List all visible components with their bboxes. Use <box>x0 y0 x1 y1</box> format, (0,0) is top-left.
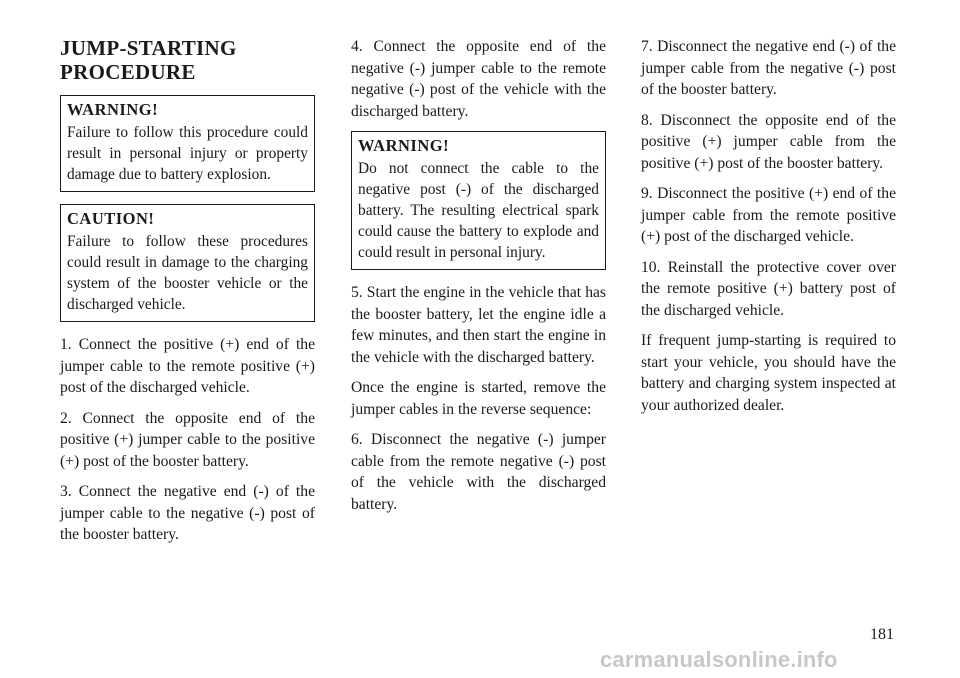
warning-title: WARNING! <box>67 100 159 119</box>
heading-line-1: JUMP-STARTING <box>60 36 237 60</box>
step-2: 2. Connect the opposite end of the positive (+) jumper cable to the positive (+) post of the booster battery. <box>60 409 315 470</box>
step-4: 4. Connect the opposite end of the negative (-) jumper cable to the remote negative (-) post of the vehicle with the discharged battery. <box>351 38 606 120</box>
column-right <box>641 36 896 425</box>
page-number: 181 <box>870 626 894 643</box>
step-10: 10. Reinstall the protective cover over the remote positive (+) battery post of the discharged vehicle. <box>641 258 896 319</box>
warning-box-spark <box>351 131 606 270</box>
step-8: 8. Disconnect the opposite end of the positive (+) jumper cable from the positive (+) post of the booster battery. <box>641 111 896 172</box>
column-left <box>60 36 315 555</box>
step-5: 5. Start the engine in the vehicle that has the booster battery, let the engine idle a few minutes, and then start the engine in the vehicle with the discharged battery. <box>351 284 606 366</box>
caution-text: Failure to follow these procedures could result in damage to the charging system of the booster vehicle or the discharged vehicle. <box>67 233 308 313</box>
step-9: 9. Disconnect the positive (+) end of the jumper cable from the remote positive (+) post of the discharged vehicle. <box>641 185 896 245</box>
reverse-sequence-note: Once the engine is started, remove the jumper cables in the reverse sequence: <box>351 379 606 418</box>
step-6: 6. Disconnect the negative (-) jumper cable from the remote negative (-) post of the vehicle with the discharged battery. <box>351 431 606 513</box>
column-middle <box>351 36 606 524</box>
caution-box <box>60 204 315 322</box>
watermark: carmanualsonline.info <box>600 647 838 672</box>
warning-text: Do not connect the cable to the negative post (-) of the discharged battery. The resulting electrical spark could cause the battery to explode and could result in personal injury. <box>358 160 599 261</box>
warning-box-explosion <box>60 95 315 192</box>
warning-title: WARNING! <box>358 136 450 155</box>
step-1: 1. Connect the positive (+) end of the jumper cable to the remote positive (+) post of the discharged vehicle. <box>60 336 315 396</box>
step-7: 7. Disconnect the negative end (-) of the jumper cable from the negative (-) post of the booster battery. <box>641 38 896 98</box>
step-3: 3. Connect the negative end (-) of the jumper cable to the negative (-) post of the booster battery. <box>60 483 315 543</box>
section-heading <box>60 36 315 84</box>
final-note: If frequent jump-starting is required to start your vehicle, you should have the battery and charging system inspected at your authorized dealer. <box>641 332 896 414</box>
caution-title: CAUTION! <box>67 209 155 228</box>
warning-text: Failure to follow this procedure could result in personal injury or property damage due to battery explosion. <box>67 124 308 183</box>
heading-line-2: PROCEDURE <box>60 60 196 84</box>
